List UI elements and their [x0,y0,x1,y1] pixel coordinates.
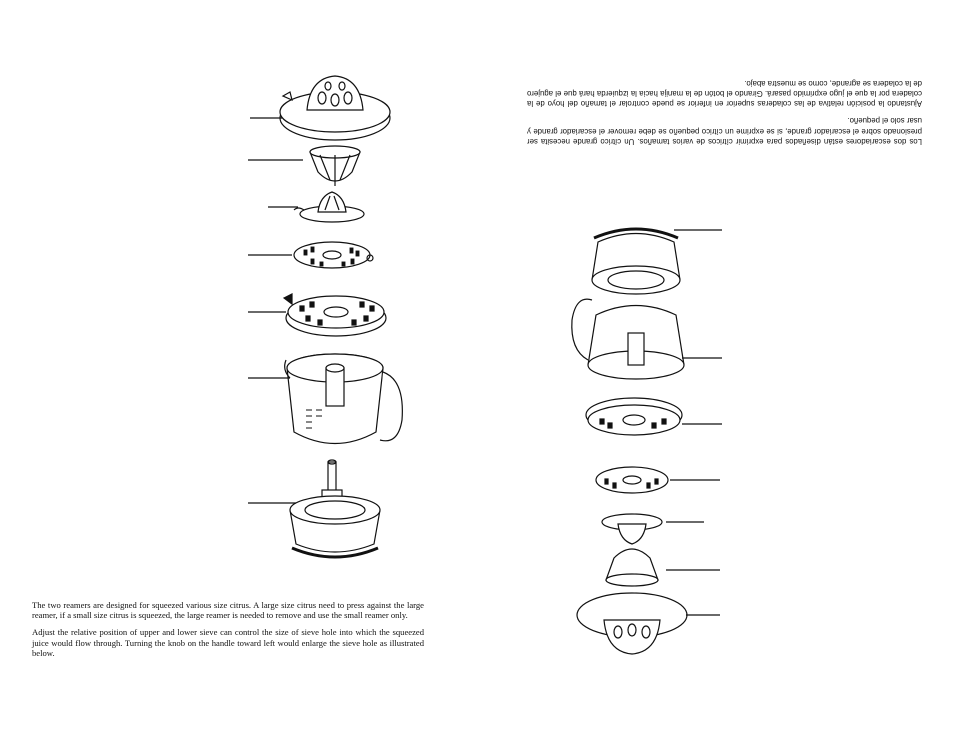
dust-cover-part [250,76,390,140]
dust-cover-part-rotated [577,593,720,654]
motor-base-part [248,460,380,557]
lower-sieve-part [248,294,386,336]
english-instructions [32,600,424,665]
large-reamer-part [248,146,360,186]
english-paragraph-1: The two reamers are designed for squeezed various size citrus. A large size citrus need to press against the large reamer, if a small size citrus is squeezed, the large reamer is needed to remove and use the small reamer only. [32,600,424,621]
large-reamer-part-rotated [606,549,720,586]
small-reamer-part [268,192,364,222]
spanish-paragraph-2: Ajustando la posición relativa de las coladeras superior en inferior se puede controlar el tamaño del hoyo de la coladera por la que el jugo exprimido pasará. Girando el botón de la manija hacia la izquierda hará que el agujero de la coladera se agrande, como se muestra abajo. [527,78,922,108]
lower-sieve-part-rotated [586,398,722,435]
upper-sieve-part [248,242,373,268]
spanish-paragraph-1: Los dos escariadores están diseñados para exprimir cítricos de varios tamaños. Un cítrico grande necesita ser presionado sobre el escariador grande, si se exprime un cítrico pequeño se debe remover el escariador grande y usar solo el pequeño. [527,116,922,146]
juice-jug-part [248,354,402,444]
small-reamer-part-rotated [602,514,704,544]
juice-jug-part-rotated [572,299,722,379]
upper-sieve-part-rotated [596,467,720,493]
spanish-instructions [527,70,922,146]
motor-base-part-rotated [592,229,722,294]
english-paragraph-2: Adjust the relative position of upper and lower sieve can control the size of sieve hole into which the squeezed juice would flow through. Turning the knob on the handle toward left would enlarge the sieve hole as illustrated below. [32,627,424,658]
